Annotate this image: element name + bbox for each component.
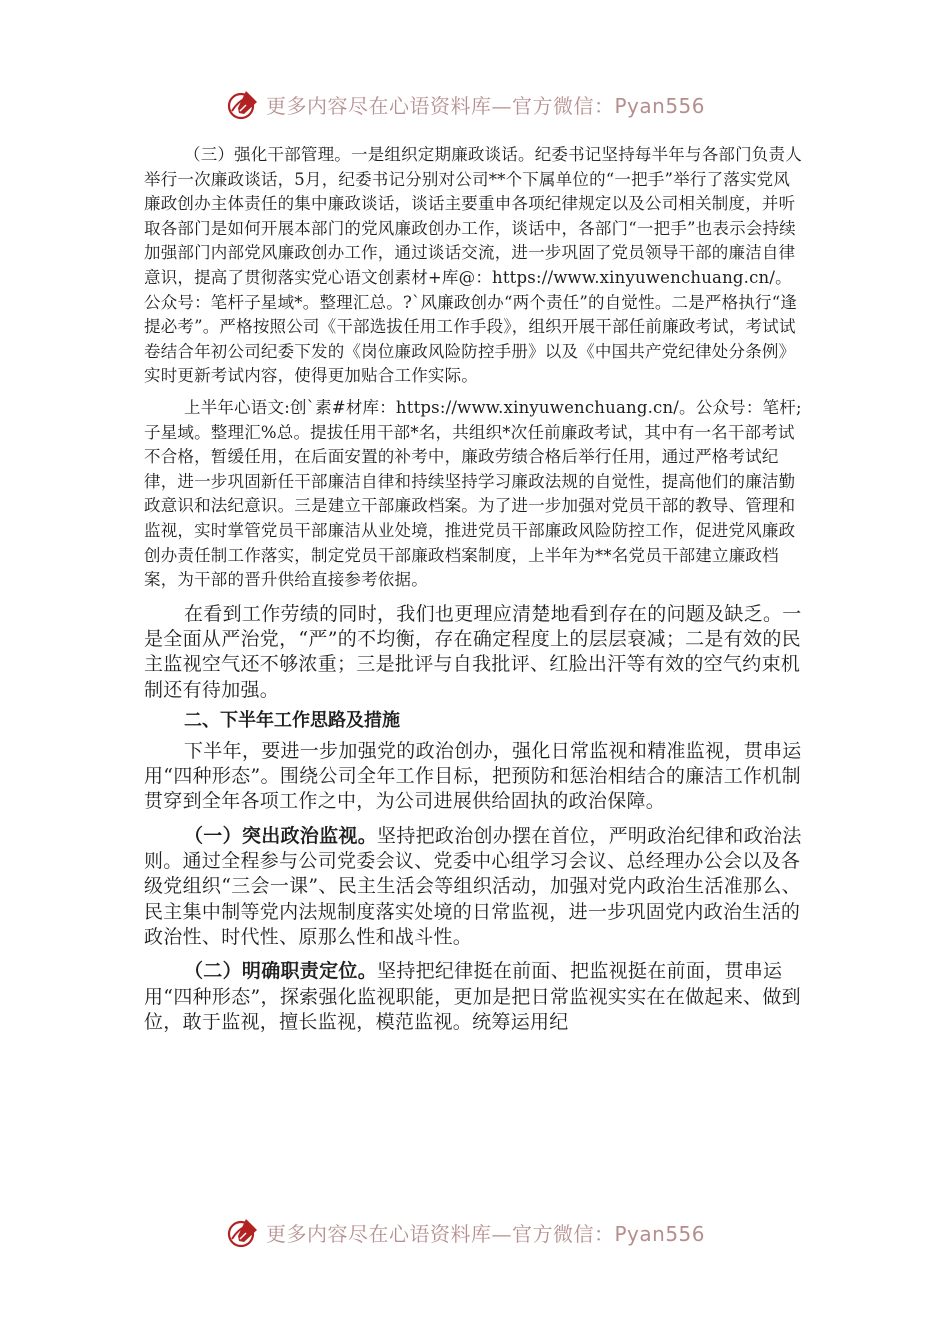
banner-text: 更多内容尽在心语资料库—官方微信：Pyan556 xyxy=(266,1221,706,1246)
header-banner xyxy=(226,84,746,124)
paragraph-cadre-management: （三）强化干部管理。一是组织定期廉政谈话。纪委书记坚持每半年与各部门负责人举行一次廉政谈话，5月，纪委书记分别对公司**个下属单位的“一把手”举行了落实党风廉政创办主体责任的集中廉政谈话，谈话主要重申各项纪律规定以及公司相关制度，并听取各部门是如何开展本部门的党风廉政创办工作，谈话中，各部门“一把手”也表示会持续加强部门内部党风廉政创办工作，通过谈话交流，进一步巩固了党员领导干部的廉洁自律意识，提高了贯彻落实党心语文创素材+库@：https://www.xinyuwenchuang.cn/。公众号：笔杆子星域*。整理汇总。?`风廉政创办“两个责任”的自觉性。二是严格执行“逢提必考”。严格按照公司《干部选拔任用工作手段》，组织开展干部任前廉政考试，考试试卷结合年初公司纪委下发的《岗位廉政风险防控手册》以及《中国共产党纪律处分条例》实时更新考试内容，使得更加贴合工作实际。 xyxy=(144,145,802,386)
paragraph-problems: 在看到工作劳绩的同时，我们也更理应清楚地看到存在的问题及缺乏。一是全面从严治党，“严”的不均衡，存在确定程度上的层层衰减；二是有效的民主监视空气还不够浓重；三是批评与自我批评、红脸出汗等有效的空气约束机制还有待加强。 xyxy=(144,602,802,701)
paragraph-lead: （二）明确职责定位。 xyxy=(184,960,378,983)
banner-text: 更多内容尽在心语资料库—官方微信：Pyan556 xyxy=(266,93,706,118)
pen-logo-icon xyxy=(226,1215,260,1249)
section-heading: 二、下半年工作思路及措施 xyxy=(184,709,400,731)
paragraph-second-half: 下半年，要进一步加强党的政治创办，强化日常监视和精准监视，贯串运用“四种形态”。围绕公司全年工作目标，把预防和惩治相结合的廉洁工作机制贯穿到全年各项工作之中，为公司进展供给固执的政治保障。 xyxy=(144,739,802,813)
pen-logo-icon xyxy=(226,87,260,121)
paragraph-lead: （一）突出政治监视。 xyxy=(184,824,378,847)
footer-banner xyxy=(226,1212,746,1252)
paragraph-duty-positioning: （二）明确职责定位。坚持把纪律挺在前面、把监视挺在前面，贯串运用“四种形态”，探索强化监视职能，更加是把日常监视实实在在做起来、做到位，敢于监视，擅长监视，模范监视。统筹运用纪 xyxy=(144,960,801,1033)
paragraph-promotion-exam: 上半年心语文:创`素#材库：https://www.xinyuwenchuang.cn/。公众号：笔杆;子星域。整理汇%总。提拔任用干部*名，共组织*次任前廉政考试，其中有一名干部考试不合格，暂缓任用，在后面安置的补考中，廉政劳绩合格后举行任用，通过严格考试纪律，进一步巩固新任干部廉洁自律和持续坚持学习廉政法规的自觉性，提高他们的廉洁勤政意识和法纪意识。三是建立干部廉政档案。为了进一步加强对党员干部的教导、管理和监视，实时掌管党员干部廉洁从业处境，推进党员干部廉政风险防控工作，促进党风廉政创办责任制工作落实，制定党员干部廉政档案制度，上半年为**名党员干部建立廉政档案，为干部的晋升供给直接参考依据。 xyxy=(144,397,802,590)
paragraph-political-supervision: （一）突出政治监视。坚持把政治创办摆在首位，严明政治纪律和政治法则。通过全程参与公司党委会议、党委中心组学习会议、总经理办公会以及各级党组织“三会一课”、民主生活会等组织活动，加强对党内政治生活准那么、民主集中制等党内法规制度落实处境的日常监视，进一步巩固党内政治生活的政治性、时代性、原那么性和战斗性。 xyxy=(144,824,802,948)
document-body xyxy=(144,143,806,1035)
